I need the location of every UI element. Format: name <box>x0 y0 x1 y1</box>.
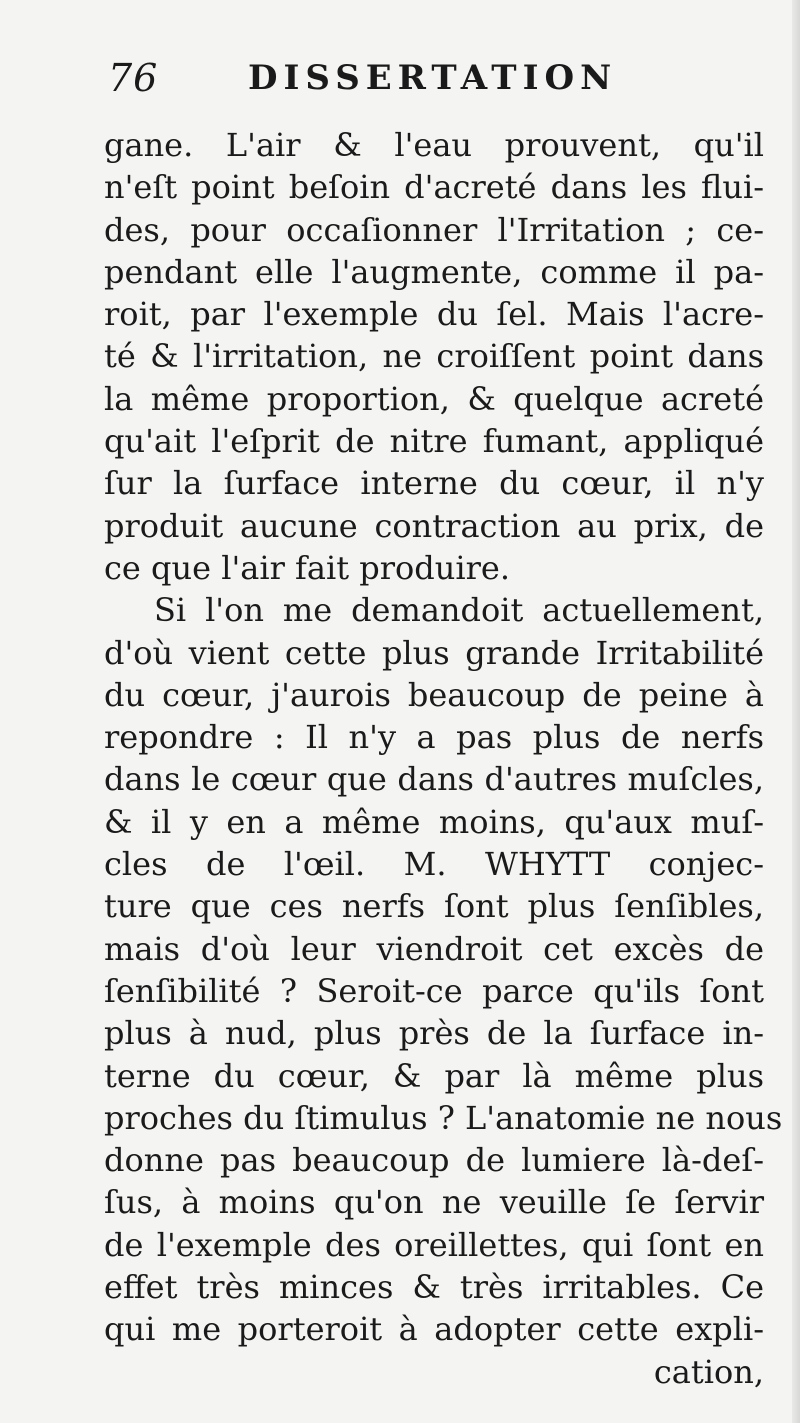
text-line: & il y en a même moins, qu'aux muſ- <box>104 802 764 841</box>
page-edge <box>792 0 800 1423</box>
text-line: té & l'irritation, ne croiſſent point dans <box>104 337 764 376</box>
text-line: n'eſt point beſoin d'acreté dans les flui- <box>104 168 764 207</box>
text-line: ſur la ſurface interne du cœur, il n'y <box>104 464 764 503</box>
body-text <box>104 124 783 1393</box>
text-line: de l'exemple des oreillettes, qui ſont en <box>104 1225 764 1264</box>
text-line: ture que ces nerfs ſont plus ſenſibles, <box>104 887 764 926</box>
text-line: repondre : Il n'y a pas plus de nerfs <box>104 718 764 757</box>
text-line: effet très minces & très irritables. Ce <box>104 1268 764 1307</box>
text-line: dans le cœur que dans d'autres muſcles, <box>104 760 764 799</box>
catchword-line: cation, <box>653 1352 764 1391</box>
text-line: mais d'où leur viendroit cet excès de <box>104 929 764 968</box>
text-line: proches du ſtimulus ? L'anatomie ne nous <box>104 1098 783 1137</box>
text-line: donne pas beaucoup de lumiere là-deſ- <box>104 1141 764 1180</box>
text-line: qui me porteroit à adopter cette expli- <box>104 1310 764 1349</box>
text-line: ſus, à moins qu'on ne veuille ſe ſervir <box>104 1183 764 1222</box>
text-line: qu'ait l'eſprit de nitre fumant, appliqué <box>104 422 764 461</box>
text-line: produit aucune contraction au prix, de <box>104 506 764 545</box>
text-line: des, pour occaſionner l'Irritation ; ce- <box>104 210 764 249</box>
text-line: terne du cœur, & par là même plus <box>104 1056 764 1095</box>
text-line: gane. L'air & l'eau prouvent, qu'il <box>104 126 764 164</box>
text-line: du cœur, j'aurois beaucoup de peine à <box>104 675 764 714</box>
text-line: d'où vient cette plus grande Irritabilité <box>104 633 764 672</box>
text-line: plus à nud, plus près de la ſurface in- <box>104 1014 764 1053</box>
text-line: la même proportion, & quelque acreté <box>104 379 764 418</box>
paragraph-first-line: Si l'on me demandoit actuellement, <box>154 591 764 630</box>
text-line: roit, par l'exemple du ſel. Mais l'acre- <box>104 295 764 334</box>
section-title: DISSERTATION <box>248 58 618 98</box>
page-number: 76 <box>108 56 159 100</box>
running-head <box>100 52 740 104</box>
text-line: cles de l'œil. M. WHYTT conjec- <box>104 845 764 884</box>
text-line: pendant elle l'augmente, comme il pa- <box>104 252 764 291</box>
text-line: ſenſibilité ? Seroit-ce parce qu'ils ſont <box>104 971 764 1010</box>
paragraph-end-line: ce que l'air fait produire. <box>104 548 511 587</box>
